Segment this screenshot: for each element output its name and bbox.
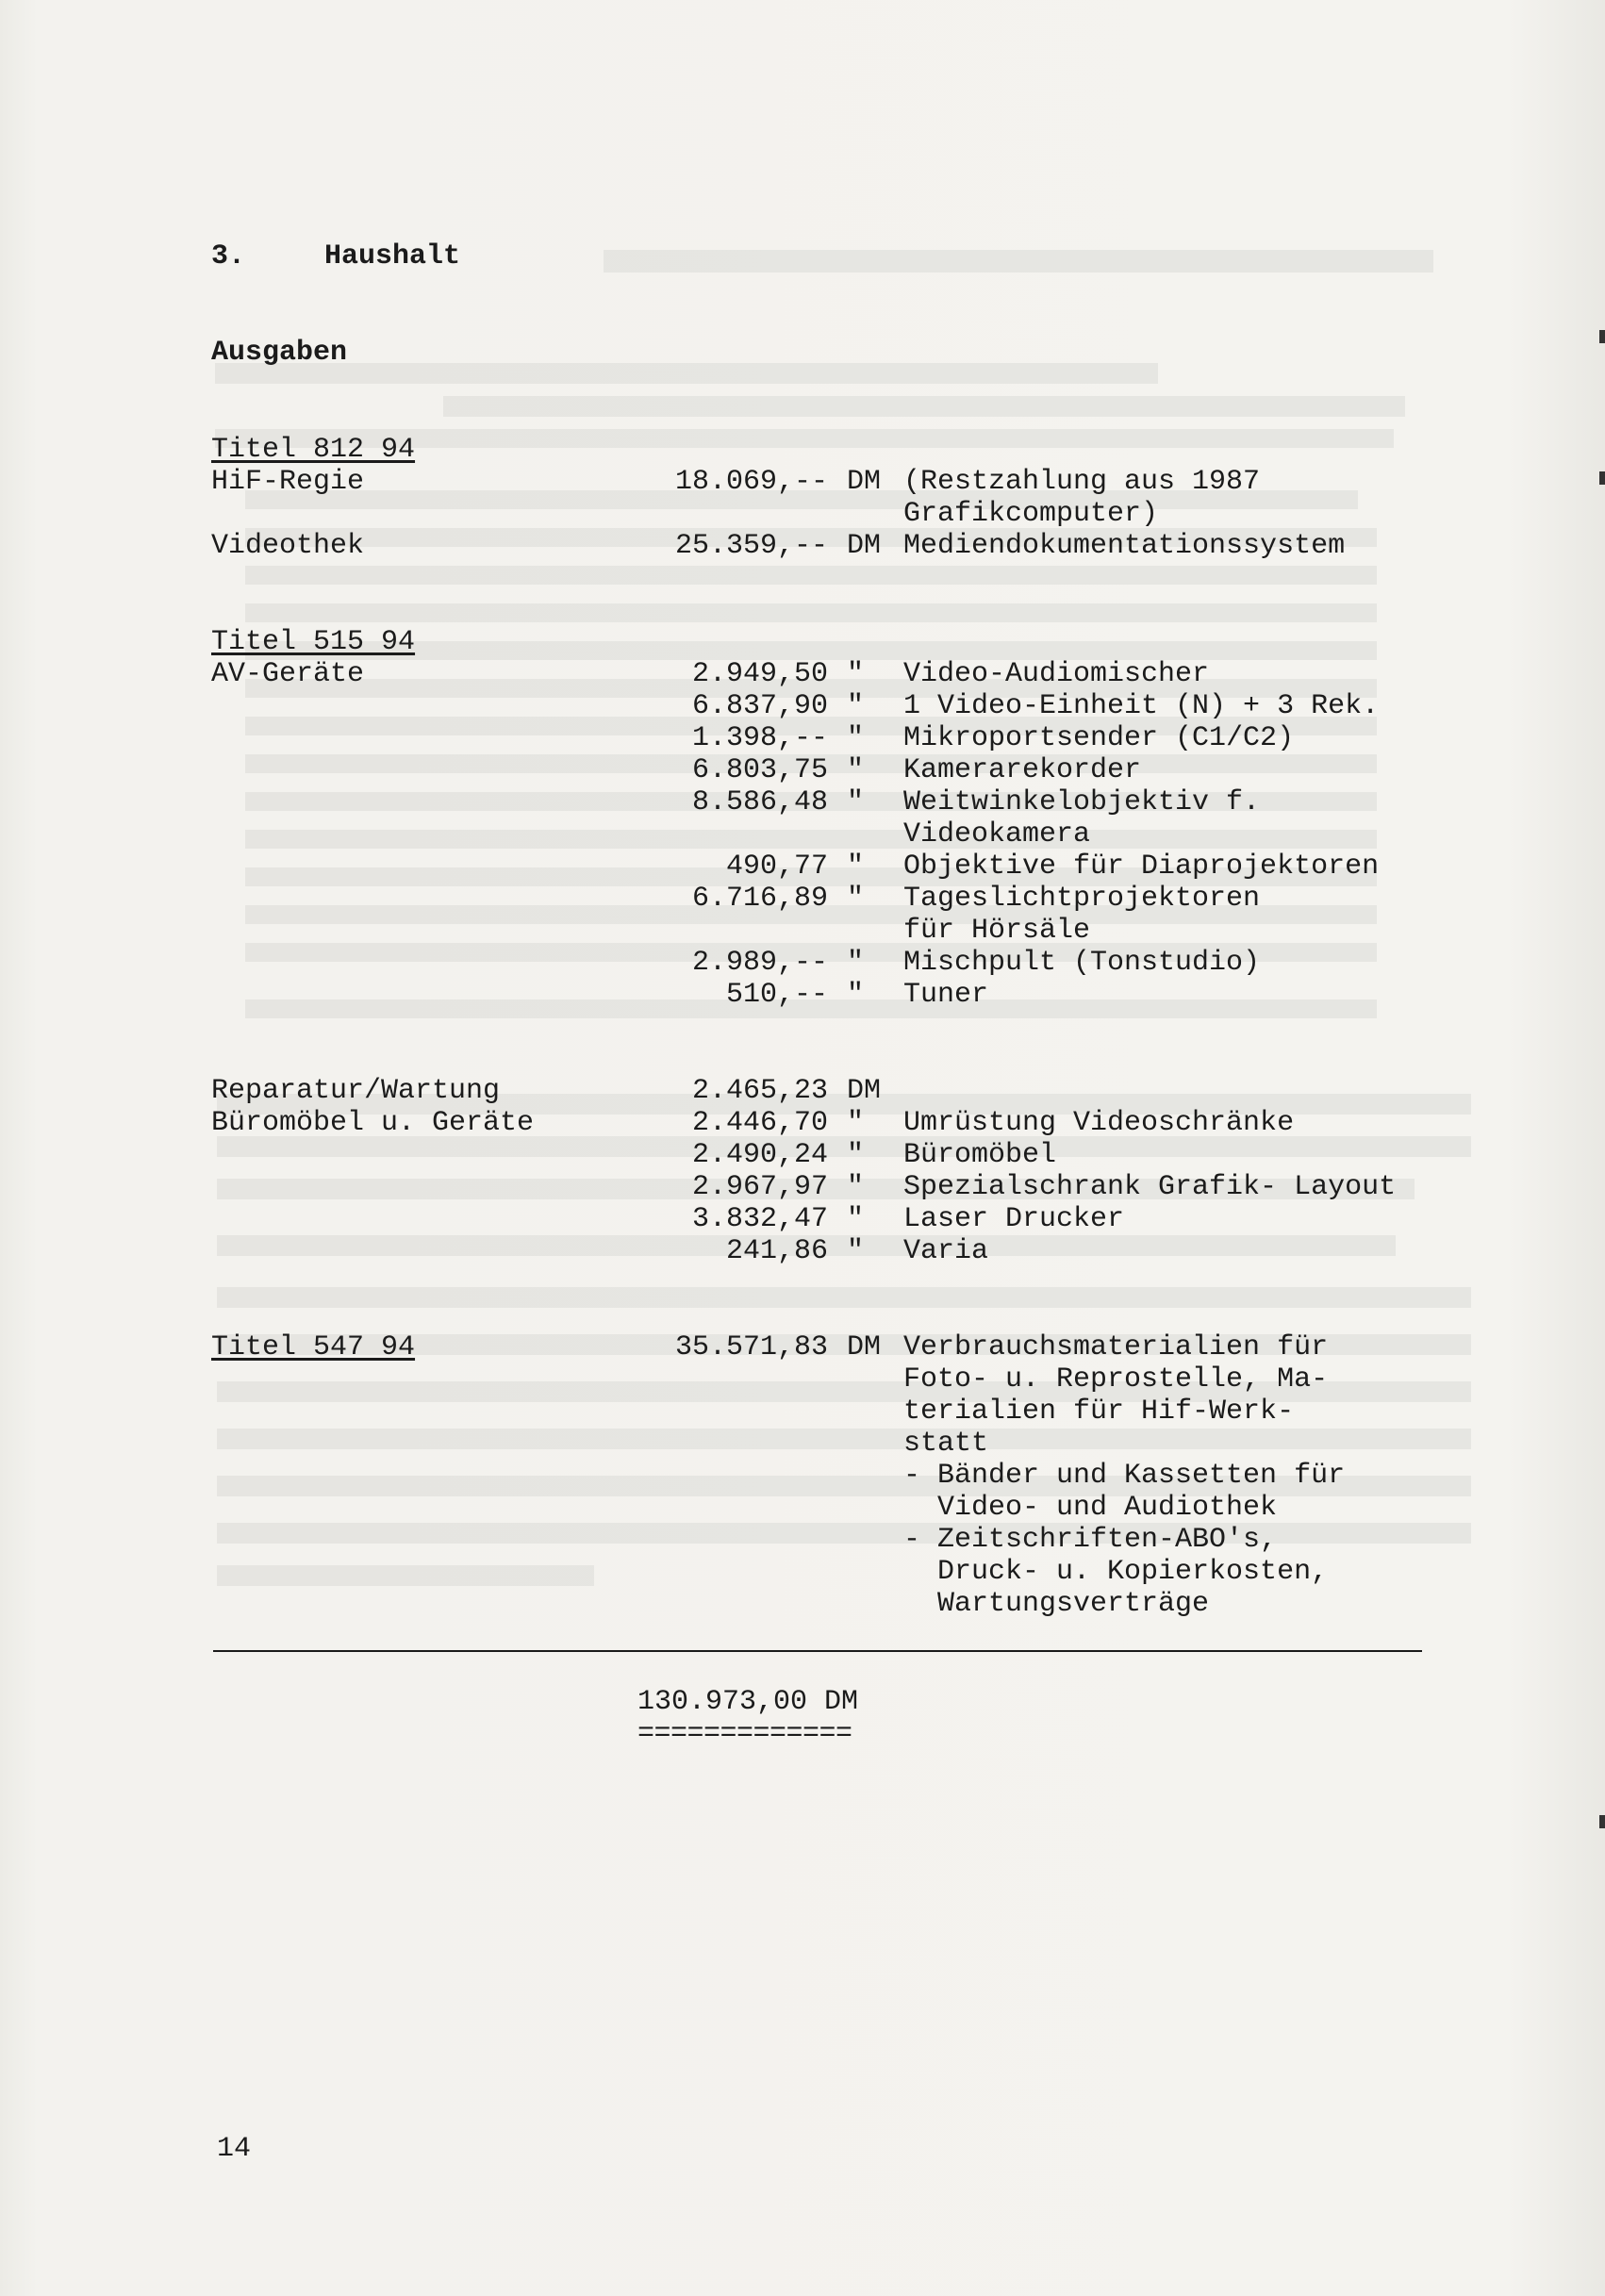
row-unit: " (847, 1171, 865, 1203)
total-double-underline: ============= (637, 1718, 852, 1750)
row-amount: 35.571,83 (674, 1331, 828, 1363)
edge-mark (1599, 330, 1605, 343)
row-desc: Objektive für Diaprojektoren (903, 851, 1380, 883)
row-amount: 6.716,89 (691, 883, 828, 915)
row-amount: 18.069,-- (674, 466, 828, 498)
row-amount: 2.989,-- (691, 947, 828, 979)
row-desc: terialien für Hif-Werk- (903, 1396, 1295, 1428)
row-desc: Laser Drucker (903, 1203, 1125, 1235)
row-desc: statt (903, 1428, 989, 1460)
row-label: Büromöbel u. Geräte (211, 1107, 535, 1139)
row-unit: " (847, 786, 865, 818)
ghost-line (217, 1287, 1471, 1308)
row-amount: 3.832,47 (691, 1203, 828, 1235)
row-unit: " (847, 1107, 865, 1139)
row-unit: DM (847, 530, 882, 562)
row-amount: 2.967,97 (691, 1171, 828, 1203)
row-desc: Büromöbel (903, 1139, 1057, 1171)
row-desc: Grafikcomputer) (903, 498, 1159, 530)
row-unit: " (847, 690, 865, 722)
row-label: HiF-Regie (211, 466, 365, 498)
page-number: 14 (217, 2133, 252, 2165)
row-amount: 2.446,70 (691, 1107, 828, 1139)
row-unit: DM (847, 1331, 882, 1363)
total-rule (213, 1650, 1422, 1652)
row-unit: " (847, 1139, 865, 1171)
row-amount: 2.949,50 (691, 658, 828, 690)
row-desc: Video- und Audiothek (903, 1492, 1278, 1524)
section-number: 3. (211, 240, 246, 273)
row-desc: Spezialschrank Grafik- Layout (903, 1171, 1397, 1203)
ghost-line (215, 363, 1158, 384)
row-desc: Mediendokumentationssystem (903, 530, 1346, 562)
row-desc: Mischpult (Tonstudio) (903, 947, 1261, 979)
row-unit: " (847, 658, 865, 690)
row-amount: 490,77 (725, 851, 828, 883)
row-unit: " (847, 979, 865, 1011)
row-amount: 25.359,-- (674, 530, 828, 562)
ghost-line (245, 603, 1377, 622)
row-amount: 6.803,75 (691, 754, 828, 786)
ghost-line (245, 566, 1377, 585)
ghost-line (217, 1523, 1471, 1544)
row-desc: Foto- u. Reprostelle, Ma- (903, 1363, 1329, 1396)
row-unit: DM (847, 466, 882, 498)
ghost-line (604, 250, 1433, 273)
row-amount: 510,-- (725, 979, 828, 1011)
row-desc: Tageslichtprojektoren (903, 883, 1261, 915)
row-unit: " (847, 754, 865, 786)
grand-total: 130.973,00 DM (637, 1686, 859, 1718)
row-desc: Weitwinkelobjektiv f. (903, 786, 1261, 818)
row-label: AV-Geräte (211, 658, 365, 690)
row-desc: 1 Video-Einheit (N) + 3 Rek. (903, 690, 1380, 722)
row-amount: 241,86 (725, 1235, 828, 1267)
row-desc: Verbrauchsmaterialien für (903, 1331, 1329, 1363)
edge-mark (1599, 471, 1605, 485)
row-desc: - Bänder und Kassetten für (903, 1460, 1346, 1492)
row-unit: DM (847, 1075, 882, 1107)
row-amount: 6.837,90 (691, 690, 828, 722)
section-title: Haushalt (324, 240, 461, 273)
row-amount: 2.490,24 (691, 1139, 828, 1171)
row-desc: Mikroportsender (C1/C2) (903, 722, 1295, 754)
row-amount: 8.586,48 (691, 786, 828, 818)
row-unit: " (847, 851, 865, 883)
row-desc: Tuner (903, 979, 989, 1011)
row-label: Reparatur/Wartung (211, 1075, 501, 1107)
row-desc: (Restzahlung aus 1987 (903, 466, 1261, 498)
row-unit: " (847, 722, 865, 754)
row-unit: " (847, 947, 865, 979)
row-desc: Umrüstung Videoschränke (903, 1107, 1295, 1139)
row-desc: - Zeitschriften-ABO's, (903, 1524, 1278, 1556)
ghost-line (217, 1429, 1471, 1449)
ghost-line (443, 396, 1405, 417)
row-label: Videothek (211, 530, 365, 562)
row-amount: 2.465,23 (691, 1075, 828, 1107)
row-desc: Varia (903, 1235, 989, 1267)
group-title: Titel 547 94 (211, 1331, 416, 1363)
row-desc: Kamerarekorder (903, 754, 1142, 786)
row-unit: " (847, 1235, 865, 1267)
sub-heading: Ausgaben (211, 337, 348, 369)
ghost-line (217, 1565, 594, 1586)
row-desc: Videokamera (903, 818, 1091, 851)
row-desc: Video-Audiomischer (903, 658, 1210, 690)
row-unit: " (847, 883, 865, 915)
section-heading (211, 240, 460, 273)
row-unit: " (847, 1203, 865, 1235)
row-amount: 1.398,-- (691, 722, 828, 754)
group-title: Titel 515 94 (211, 626, 416, 658)
edge-mark (1599, 1815, 1605, 1828)
ghost-line (217, 1136, 1471, 1157)
row-desc: für Hörsäle (903, 915, 1091, 947)
row-desc: Druck- u. Kopierkosten, (903, 1556, 1329, 1588)
group-title: Titel 812 94 (211, 434, 416, 466)
row-desc: Wartungsverträge (903, 1588, 1210, 1620)
ghost-line (245, 830, 1377, 849)
